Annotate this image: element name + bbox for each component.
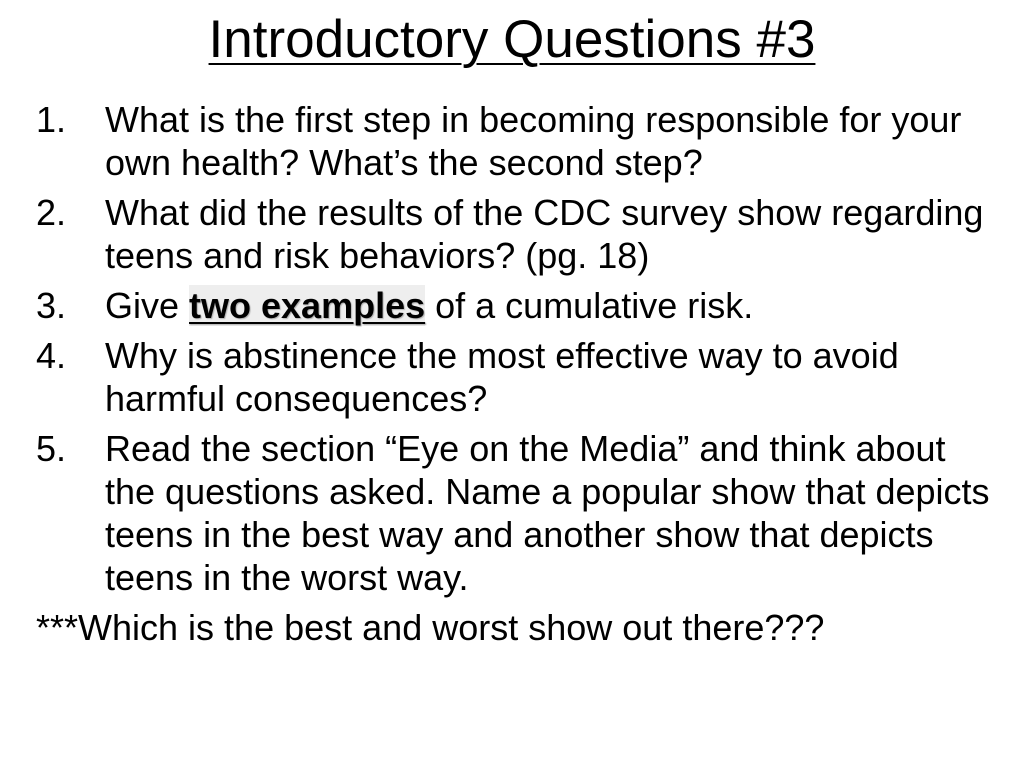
question-number: 4. xyxy=(36,335,67,376)
question-number: 2. xyxy=(36,192,67,233)
question-item-3 xyxy=(36,284,996,327)
question-text-after: of a cumulative risk. xyxy=(425,285,754,326)
question-text: What did the results of the CDC survey show regarding teens and risk behaviors? (pg. 18) xyxy=(105,192,984,276)
question-number: 1. xyxy=(36,99,67,140)
question-number: 5. xyxy=(36,428,67,469)
question-item-5 xyxy=(36,427,996,599)
slide-title xyxy=(0,8,1024,72)
question-number: 3. xyxy=(36,285,67,326)
slide-content xyxy=(36,98,996,649)
question-text: Read the section “Eye on the Media” and think about the questions asked. Name a popular show that depicts teens in the best way and another show that depicts teens in the worst way. xyxy=(105,428,990,598)
question-text: Why is abstinence the most effective way to avoid harmful consequences? xyxy=(105,335,899,419)
closing-question: ***Which is the best and worst show out there??? xyxy=(36,607,825,648)
slide-title-text: Introductory Questions #3 xyxy=(208,10,816,69)
question-text: What is the first step in becoming responsible for your own health? What’s the second step? xyxy=(105,99,962,183)
question-text-before: Give xyxy=(105,285,190,326)
question-list xyxy=(36,98,996,599)
question-item-2 xyxy=(36,191,996,277)
question-item-1 xyxy=(36,98,996,184)
emphasized-text: two examples xyxy=(189,285,426,326)
question-item-4 xyxy=(36,334,996,420)
